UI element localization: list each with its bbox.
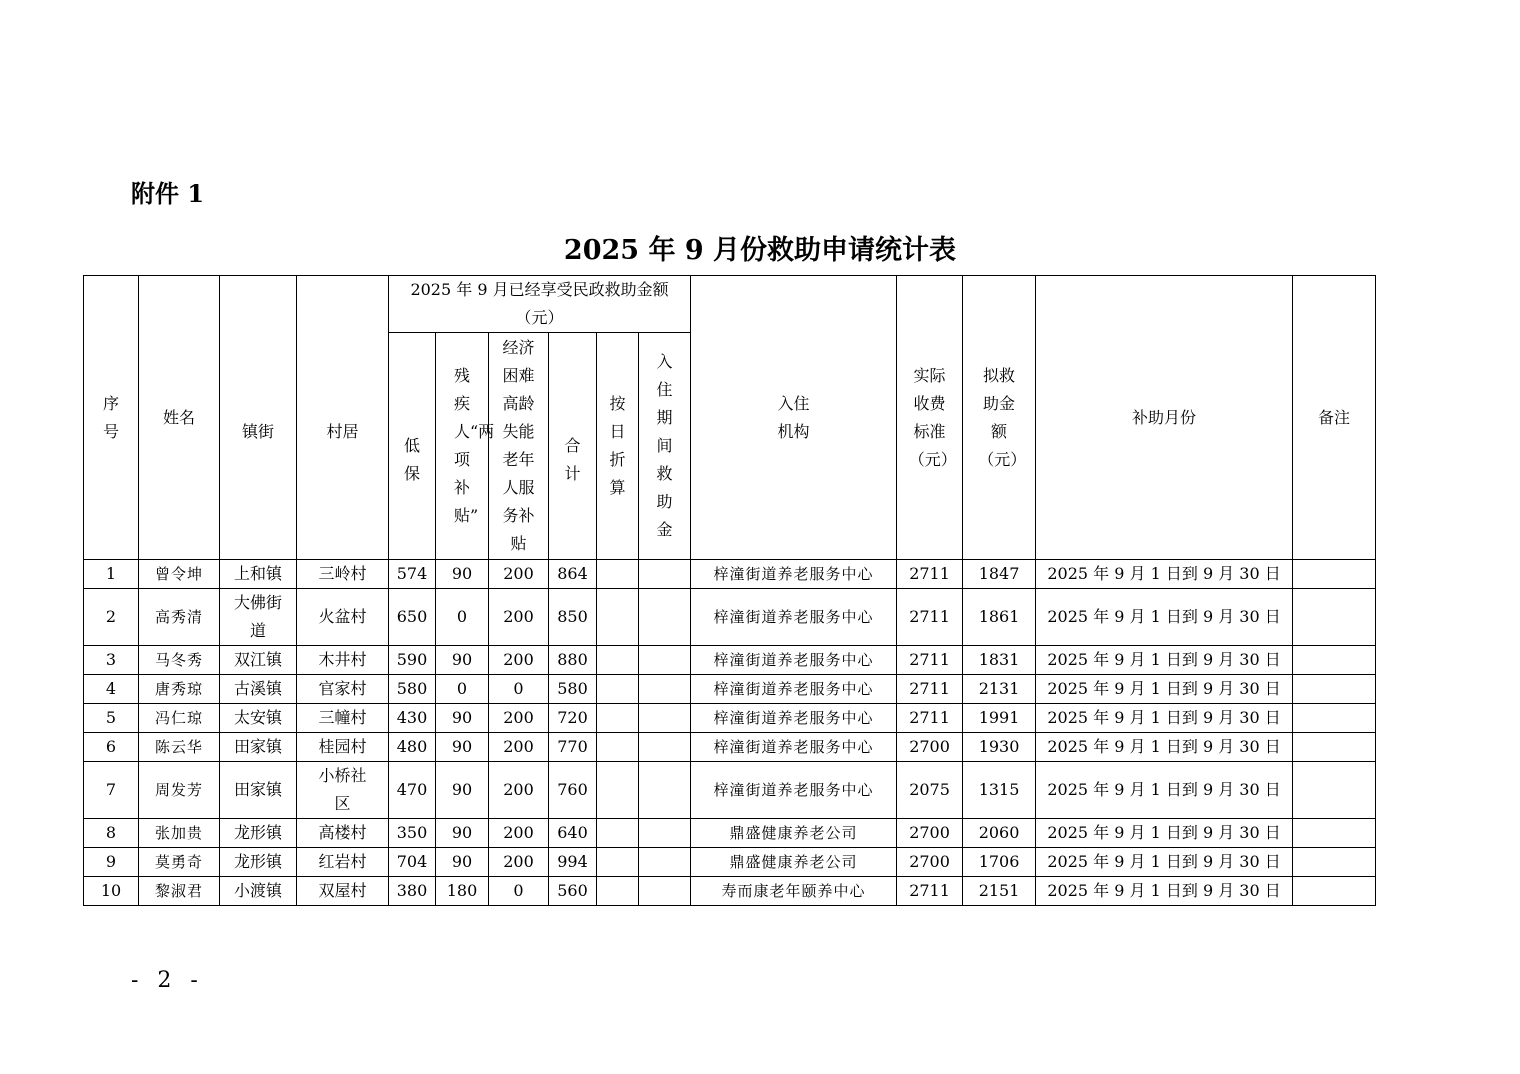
cell-dibao: 590 — [389, 646, 436, 675]
cell-disability: 90 — [436, 848, 489, 877]
cell-town: 龙形镇 — [220, 819, 297, 848]
cell-remark — [1293, 704, 1376, 733]
cell-prorate — [597, 646, 639, 675]
cell-elderly: 200 — [489, 733, 549, 762]
header-village: 村居 — [297, 276, 389, 560]
cell-disability: 90 — [436, 762, 489, 819]
cell-name: 曾令坤 — [139, 560, 220, 589]
cell-dibao: 574 — [389, 560, 436, 589]
header-month: 补助月份 — [1036, 276, 1293, 560]
cell-dibao: 650 — [389, 589, 436, 646]
cell-village: 火盆村 — [297, 589, 389, 646]
cell-name: 莫勇奇 — [139, 848, 220, 877]
cell-subtotal: 640 — [549, 819, 597, 848]
table-row — [84, 733, 1376, 762]
cell-seq: 1 — [84, 560, 139, 589]
cell-dibao: 380 — [389, 877, 436, 906]
header-seq: 序号 — [84, 276, 139, 560]
cell-village: 官家村 — [297, 675, 389, 704]
cell-name: 唐秀琼 — [139, 675, 220, 704]
cell-proposed: 1831 — [963, 646, 1036, 675]
cell-town: 双江镇 — [220, 646, 297, 675]
header-remark: 备注 — [1293, 276, 1376, 560]
cell-prorate — [597, 848, 639, 877]
cell-seq: 9 — [84, 848, 139, 877]
cell-remark — [1293, 560, 1376, 589]
table-row — [84, 560, 1376, 589]
cell-dibao: 480 — [389, 733, 436, 762]
cell-disability: 90 — [436, 819, 489, 848]
table-row — [84, 877, 1376, 906]
cell-disability: 90 — [436, 646, 489, 675]
cell-prorate — [597, 733, 639, 762]
cell-stay-aid — [639, 848, 691, 877]
cell-town: 小渡镇 — [220, 877, 297, 906]
cell-village: 木井村 — [297, 646, 389, 675]
cell-village: 高楼村 — [297, 819, 389, 848]
cell-prorate — [597, 877, 639, 906]
cell-elderly: 200 — [489, 848, 549, 877]
header-stay-aid: 入住期间救助金 — [639, 333, 691, 560]
cell-remark — [1293, 589, 1376, 646]
cell-month: 2025 年 9 月 1 日到 9 月 30 日 — [1036, 646, 1293, 675]
cell-stay-aid — [639, 589, 691, 646]
cell-subtotal: 880 — [549, 646, 597, 675]
cell-remark — [1293, 819, 1376, 848]
cell-dibao: 704 — [389, 848, 436, 877]
cell-village: 三岭村 — [297, 560, 389, 589]
cell-proposed: 2131 — [963, 675, 1036, 704]
cell-subtotal: 720 — [549, 704, 597, 733]
cell-name: 张加贵 — [139, 819, 220, 848]
cell-town: 太安镇 — [220, 704, 297, 733]
cell-proposed: 1930 — [963, 733, 1036, 762]
cell-village: 红岩村 — [297, 848, 389, 877]
cell-actual-fee: 2711 — [897, 877, 963, 906]
cell-dibao: 470 — [389, 762, 436, 819]
cell-name: 高秀清 — [139, 589, 220, 646]
cell-prorate — [597, 560, 639, 589]
cell-elderly: 200 — [489, 762, 549, 819]
cell-seq: 4 — [84, 675, 139, 704]
cell-proposed: 1861 — [963, 589, 1036, 646]
cell-disability: 90 — [436, 733, 489, 762]
cell-dibao: 350 — [389, 819, 436, 848]
cell-institution: 鼎盛健康养老公司 — [691, 819, 897, 848]
cell-dibao: 430 — [389, 704, 436, 733]
attachment-label: 附件 1 — [131, 179, 205, 208]
cell-subtotal: 760 — [549, 762, 597, 819]
cell-actual-fee: 2711 — [897, 560, 963, 589]
cell-month: 2025 年 9 月 1 日到 9 月 30 日 — [1036, 589, 1293, 646]
cell-town: 大佛街道 — [220, 589, 297, 646]
cell-village: 桂园村 — [297, 733, 389, 762]
cell-elderly: 200 — [489, 646, 549, 675]
cell-actual-fee: 2711 — [897, 589, 963, 646]
cell-seq: 6 — [84, 733, 139, 762]
relief-statistics-table — [83, 275, 1376, 906]
cell-actual-fee: 2711 — [897, 704, 963, 733]
header-town: 镇街 — [220, 276, 297, 560]
header-prorate: 按日折算 — [597, 333, 639, 560]
header-institution: 入住机构 — [691, 276, 897, 560]
cell-elderly: 0 — [489, 675, 549, 704]
cell-stay-aid — [639, 675, 691, 704]
cell-remark — [1293, 762, 1376, 819]
cell-institution: 寿而康老年颐养中心 — [691, 877, 897, 906]
cell-town: 田家镇 — [220, 762, 297, 819]
cell-remark — [1293, 848, 1376, 877]
cell-town: 古溪镇 — [220, 675, 297, 704]
cell-stay-aid — [639, 819, 691, 848]
cell-month: 2025 年 9 月 1 日到 9 月 30 日 — [1036, 675, 1293, 704]
header-subtotal: 合计 — [549, 333, 597, 560]
cell-actual-fee: 2700 — [897, 848, 963, 877]
cell-seq: 2 — [84, 589, 139, 646]
cell-subtotal: 994 — [549, 848, 597, 877]
cell-proposed: 1847 — [963, 560, 1036, 589]
cell-name: 冯仁琼 — [139, 704, 220, 733]
cell-disability: 0 — [436, 589, 489, 646]
cell-institution: 梓潼街道养老服务中心 — [691, 560, 897, 589]
cell-stay-aid — [639, 560, 691, 589]
cell-name: 马冬秀 — [139, 646, 220, 675]
cell-elderly: 200 — [489, 819, 549, 848]
header-disability: 残疾人“两项补贴” — [436, 333, 489, 560]
cell-month: 2025 年 9 月 1 日到 9 月 30 日 — [1036, 704, 1293, 733]
cell-month: 2025 年 9 月 1 日到 9 月 30 日 — [1036, 733, 1293, 762]
cell-elderly: 200 — [489, 589, 549, 646]
cell-subtotal: 864 — [549, 560, 597, 589]
cell-prorate — [597, 704, 639, 733]
cell-name: 周发芳 — [139, 762, 220, 819]
cell-remark — [1293, 646, 1376, 675]
cell-institution: 梓潼街道养老服务中心 — [691, 675, 897, 704]
cell-proposed: 2060 — [963, 819, 1036, 848]
cell-stay-aid — [639, 733, 691, 762]
cell-month: 2025 年 9 月 1 日到 9 月 30 日 — [1036, 560, 1293, 589]
cell-institution: 梓潼街道养老服务中心 — [691, 589, 897, 646]
cell-month: 2025 年 9 月 1 日到 9 月 30 日 — [1036, 877, 1293, 906]
cell-stay-aid — [639, 646, 691, 675]
cell-month: 2025 年 9 月 1 日到 9 月 30 日 — [1036, 762, 1293, 819]
header-actual-fee: 实际收费标准（元） — [897, 276, 963, 560]
cell-actual-fee: 2711 — [897, 646, 963, 675]
cell-stay-aid — [639, 877, 691, 906]
cell-month: 2025 年 9 月 1 日到 9 月 30 日 — [1036, 819, 1293, 848]
cell-subtotal: 850 — [549, 589, 597, 646]
table-row — [84, 646, 1376, 675]
cell-elderly: 0 — [489, 877, 549, 906]
cell-remark — [1293, 877, 1376, 906]
header-group: 2025 年 9 月已经享受民政救助金额（元） — [389, 276, 691, 333]
table-row — [84, 704, 1376, 733]
cell-subtotal: 770 — [549, 733, 597, 762]
table-row — [84, 589, 1376, 646]
header-name: 姓名 — [139, 276, 220, 560]
cell-proposed: 2151 — [963, 877, 1036, 906]
cell-seq: 10 — [84, 877, 139, 906]
cell-town: 田家镇 — [220, 733, 297, 762]
header-proposed: 拟救助金额（元） — [963, 276, 1036, 560]
cell-remark — [1293, 733, 1376, 762]
cell-elderly: 200 — [489, 704, 549, 733]
cell-disability: 90 — [436, 704, 489, 733]
cell-village: 小桥社区 — [297, 762, 389, 819]
cell-subtotal: 580 — [549, 675, 597, 704]
cell-month: 2025 年 9 月 1 日到 9 月 30 日 — [1036, 848, 1293, 877]
cell-elderly: 200 — [489, 560, 549, 589]
cell-prorate — [597, 675, 639, 704]
cell-institution: 鼎盛健康养老公司 — [691, 848, 897, 877]
cell-institution: 梓潼街道养老服务中心 — [691, 704, 897, 733]
cell-prorate — [597, 819, 639, 848]
cell-stay-aid — [639, 704, 691, 733]
table-row — [84, 762, 1376, 819]
cell-actual-fee: 2711 — [897, 675, 963, 704]
cell-institution: 梓潼街道养老服务中心 — [691, 733, 897, 762]
cell-name: 黎淑君 — [139, 877, 220, 906]
cell-actual-fee: 2700 — [897, 733, 963, 762]
cell-prorate — [597, 762, 639, 819]
page-title: 2025 年 9 月份救助申请统计表 — [563, 235, 957, 266]
header-elderly: 经济困难高龄失能老年人服务补贴 — [489, 333, 549, 560]
cell-town: 上和镇 — [220, 560, 297, 589]
cell-remark — [1293, 675, 1376, 704]
cell-village: 双屋村 — [297, 877, 389, 906]
cell-institution: 梓潼街道养老服务中心 — [691, 646, 897, 675]
cell-town: 龙形镇 — [220, 848, 297, 877]
cell-seq: 5 — [84, 704, 139, 733]
cell-seq: 3 — [84, 646, 139, 675]
cell-prorate — [597, 589, 639, 646]
cell-village: 三幢村 — [297, 704, 389, 733]
cell-actual-fee: 2700 — [897, 819, 963, 848]
cell-disability: 180 — [436, 877, 489, 906]
cell-dibao: 580 — [389, 675, 436, 704]
cell-seq: 8 — [84, 819, 139, 848]
cell-seq: 7 — [84, 762, 139, 819]
table-row — [84, 819, 1376, 848]
cell-proposed: 1315 — [963, 762, 1036, 819]
page-number: - 2 - — [131, 968, 204, 993]
cell-disability: 90 — [436, 560, 489, 589]
cell-actual-fee: 2075 — [897, 762, 963, 819]
cell-proposed: 1706 — [963, 848, 1036, 877]
table-row — [84, 848, 1376, 877]
cell-proposed: 1991 — [963, 704, 1036, 733]
cell-institution: 梓潼街道养老服务中心 — [691, 762, 897, 819]
table-row — [84, 675, 1376, 704]
cell-stay-aid — [639, 762, 691, 819]
cell-name: 陈云华 — [139, 733, 220, 762]
header-dibao: 低保 — [389, 333, 436, 560]
cell-subtotal: 560 — [549, 877, 597, 906]
cell-disability: 0 — [436, 675, 489, 704]
